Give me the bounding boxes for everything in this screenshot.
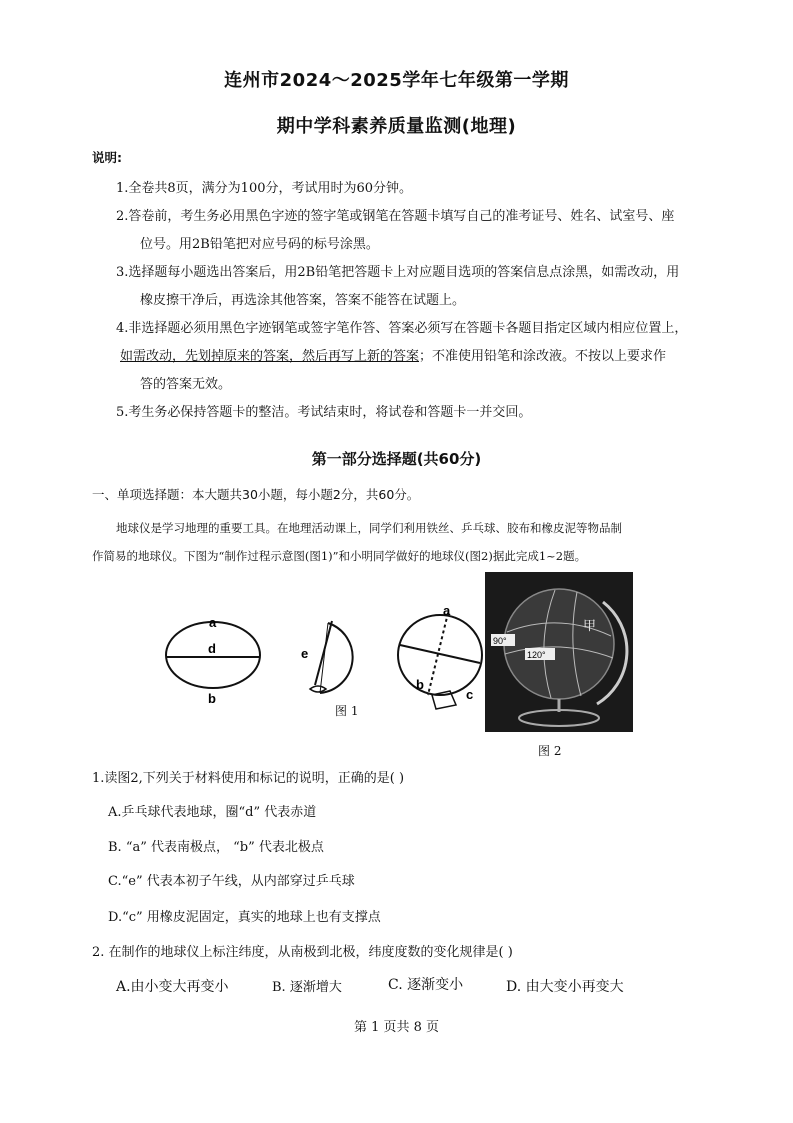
- question-2-option-b: B. 逐渐增大: [272, 980, 342, 995]
- fig1-right-label-a: a: [443, 603, 451, 618]
- figure-1-label: 图 1: [335, 704, 359, 718]
- fig1-half-sphere: [320, 623, 353, 693]
- note-item-4c: 答的答案无效。: [140, 377, 232, 392]
- figure-2: [485, 572, 633, 732]
- note-item-5: 5.考生务必保持答题卡的整洁。考试结束时，将试卷和答题卡一并交回。: [116, 405, 532, 420]
- question-1-option-d: D.“c” 用橡皮泥固定，真实的地球上也有支撑点: [108, 910, 381, 925]
- fig1-label-d: d: [208, 641, 216, 656]
- question-2-stem: 2. 在制作的地球仪上标注纬度，从南极到北极，纬度度数的变化规律是( ): [92, 945, 513, 960]
- note-item-4a: 4.非选择题必须用黑色字迹钢笔或签字笔作答、答案必须写在答题卡各题目指定区域内相应位置上，: [116, 321, 688, 336]
- exam-title-line1: 连州市2024～2025学年七年级第一学期: [224, 70, 569, 91]
- fig1-right-label-c: c: [466, 687, 474, 702]
- figure-1: [150, 585, 490, 720]
- fig1-base-small: [310, 686, 326, 692]
- intro-line-1: 地球仪是学习地理的重要工具。在地理活动课上，同学们利用铁丝、乒乓球、胶布和橡皮泥等物品制: [116, 521, 622, 535]
- note-item-3a: 3.选择题每小题选出答案后，用2B铅笔把答题卡上对应题目选项的答案信息点涂黑，如需改动，用: [116, 265, 680, 280]
- question-1-option-a: A.乒乓球代表地球，圈“d” 代表赤道: [108, 805, 317, 820]
- fig1-label-b: b: [208, 691, 216, 706]
- fig1-label-e: e: [301, 646, 309, 661]
- fig2-label-90: 90°: [493, 636, 507, 646]
- fig1-axis-wire: [315, 621, 332, 685]
- fig1-right-label-b: b: [416, 677, 424, 692]
- note-item-2b: 位号。用2B铅笔把对应号码的标号涂黑。: [140, 237, 379, 252]
- fig2-label-jia: 甲: [583, 619, 597, 634]
- fig1-right-axis: [428, 613, 448, 695]
- note-item-4b: [120, 345, 666, 364]
- note-item-2a: 2.答卷前，考生务必用黑色字迹的签字笔或钢笔在答题卡填写自己的准考证号、姓名、试室号、座: [116, 209, 675, 224]
- question-1-option-b: B. “a” 代表南极点， “b” 代表北极点: [108, 840, 324, 855]
- question-2-option-d: D. 由大变小再变大: [506, 979, 624, 995]
- figure-2-label: 图 2: [538, 744, 562, 758]
- question-1-stem: 1.读图2,下列关于材料使用和标记的说明，正确的是( ): [92, 771, 405, 786]
- fig1-label-a: a: [209, 615, 217, 630]
- fig2-label-120: 120°: [527, 650, 546, 660]
- note-item-1: 1.全卷共8页，满分为100分，考试用时为60分钟。: [116, 181, 413, 196]
- question-2-option-c: C. 逐渐变小: [388, 977, 464, 993]
- notes-heading: 说明:: [92, 150, 122, 165]
- section-title: 第一部分选择题(共60分): [311, 450, 482, 468]
- note-item-3b: 橡皮擦干净后，再选涂其他答案，答案不能答在试题上。: [140, 293, 466, 308]
- exam-title-line2: 期中学科素养质量监测(地理): [276, 116, 517, 137]
- fig2-globe: [504, 589, 614, 699]
- fig1-right-equator: [400, 645, 480, 663]
- page-footer: 第 1 页共 8 页: [353, 1020, 440, 1035]
- note-item-4b-underlined: 如需改动，先划掉原来的答案，然后再写上新的答案: [120, 349, 420, 364]
- note-item-4b-rest: ；不准使用铅笔和涂改液。不按以上要求作: [419, 349, 667, 364]
- question-1-option-c: C.“e” 代表本初子午线，从内部穿过乒乓球: [108, 874, 355, 889]
- part-label: 一、单项选择题：本大题共30小题，每小题2分，共60分。: [92, 487, 420, 502]
- question-2-option-a: A.由小变大再变小: [116, 979, 229, 995]
- intro-line-2: 作简易的地球仪。下图为“制作过程示意图(图1)”和小明同学做好的地球仪(图2)据此完成1~2题。: [92, 549, 587, 563]
